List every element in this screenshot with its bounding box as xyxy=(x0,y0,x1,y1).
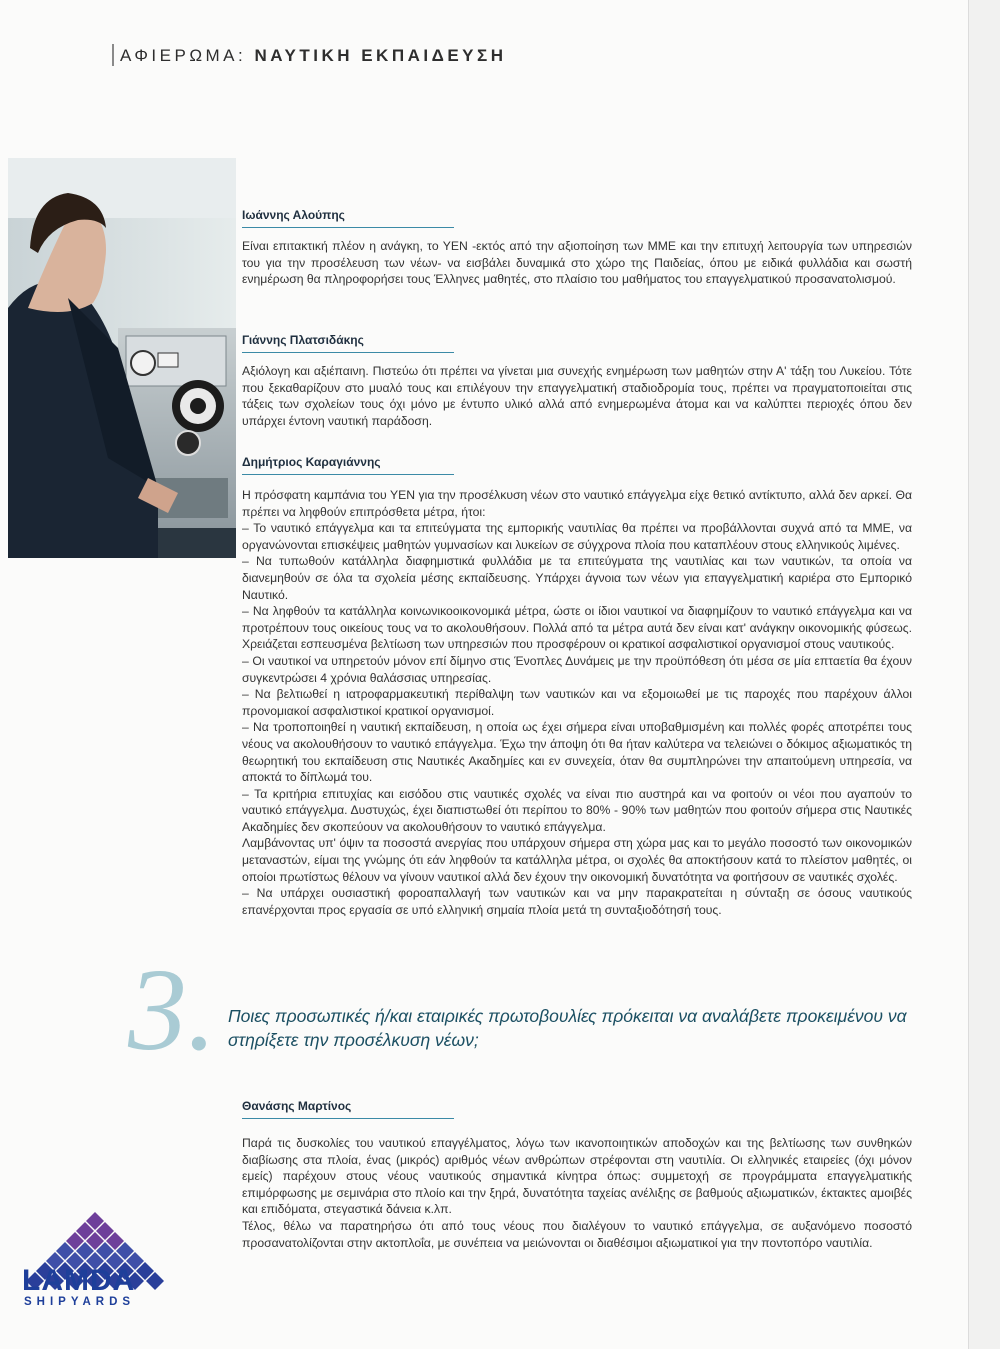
answer-platsidakis xyxy=(242,331,912,429)
answer-list-item: – Να βελτιωθεί η ιατροφαρμακευτική περίθαλψη των ναυτικών και να εξομοιωθεί με τις παροχές που παρέχουν άλλοι προνομιακοί ασφαλιστικοί κρατικοί οργανισμοί. xyxy=(242,687,912,718)
answer-paragraph: Αξιόλογη και αξιέπαινη. Πιστεύω ότι πρέπει να γίνεται μια συνεχής ενημέρωση των μαθητών στην Α' τάξη του Λυκείου. Τότε που ξεκαθαρίζουν στο μυαλό τους και επιλέγουν την επαγγελματική σταδιοδρομία τους, πρέπει να πραγματοποιείται στις τάξεις των σχολείων τους όχι μόνο με έντυπο υλικό αλλά από ενημερωμένα άτομα και να καλύπτει περιοχές όπου δεν υπάρχει έντονη ναυτική παράδοση. xyxy=(242,364,912,428)
respondent-name: Θανάσης Μαρτίνος xyxy=(242,1099,352,1113)
question-text: Ποιες προσωπικές ή/και εταιρικές πρωτοβουλίες πρόκειται να αναλάβετε προκειμένου να στηρίξετε την προσέλκυση νέων; xyxy=(228,1006,907,1050)
name-underline xyxy=(242,474,454,475)
answer-martinos xyxy=(242,1097,912,1251)
name-underline xyxy=(242,1118,454,1119)
name-underline xyxy=(242,352,454,353)
answer-aloupis xyxy=(242,206,912,288)
logo-name: LAMDA xyxy=(22,1264,136,1297)
answer-paragraph: Τέλος, θέλω να παρατηρήσω ότι από τους νέους που διαλέγουν το ναυτικό επάγγελμα, σε αυξανόμενο ποσοστό προσανατολίζονται στην ακτοπλοΐα, με συνέπεια να μειώνονται οι διαθέσιμοι αξιωματικοί για την ποντοπόρο ναυτιλία. xyxy=(242,1218,912,1250)
respondent-name: Γιάννης Πλατσιδάκης xyxy=(242,333,364,347)
answer-list-item: – Τα κριτήρια επιτυχίας και εισόδου στις ναυτικές σχολές να είναι πιο αυστηρά και να φοιτούν οι νέοι που αγαπούν το ναυτικό επάγγελμα. Δυστυχώς, έχει διαπιστωθεί ότι περίπου το 80% - 90% των μαθητών που φοιτούν σήμερα στις Ναυτικές Ακαδημίες δεν σκοπεύουν να ακολουθήσουν το ναυτικό επάγγελμα. xyxy=(242,786,912,834)
name-underline xyxy=(242,227,454,228)
answer-paragraph: Είναι επιτακτική πλέον η ανάγκη, το ΥΕΝ -εκτός από την αξιοποίηση των ΜΜΕ και την επιτυχή λειτουργία των υπηρεσιών του για την προσέλευση των νέων- να εισβάλει δυναμικά στο χώρο της Παιδείας, όπου με ειδικά φυλλάδια και σωστή ενημέρωση θα πληροφορήσει τους Έλληνες μαθητές, στο πλαίσιο του μαθήματος του επαγγελματικού προσανατολισμού. xyxy=(242,239,912,287)
answer-list-item: – Το ναυτικό επάγγελμα και τα επιτεύγματα της εμπορικής ναυτιλίας θα πρέπει να προβάλλονται συχνά από τα ΜΜΕ, να οργανώνονται επισκέψεις μαθητών γυμνασίων και λυκείων σε σύγχρονα πλοία που καταπλέουν στους ελληνικούς λιμένες. xyxy=(242,521,912,552)
respondent-name: Δημήτριος Καραγιάννης xyxy=(242,455,381,469)
respondent-name: Ιωάννης Αλούπης xyxy=(242,208,345,222)
answer-list-item: – Να ληφθούν τα κατάλληλα κοινωνικοοικονομικά μέτρα, ώστε οι ίδιοι ναυτικοί να διαφημίζουν το ναυτικό επάγγελμα και να προτρέπουν τους οικείους τους να το ακολουθήσουν. Πολλά από τα μέτρα αυτά δεν είναι κατ' ανάγκην οικονομικής φύσεως. Χρειάζεται εσπευσμένα βελτίωση των υπηρεσιών που προσφέρουν οι κρατικοί ασφαλιστικοί οργανισμοί στους ναυτικούς. xyxy=(242,604,912,652)
section-label: ΑΦΙΕΡΩΜΑ: xyxy=(120,46,247,65)
section-topic: ΝΑΥΤΙΚΗ ΕΚΠΑΙΔΕΥΣΗ xyxy=(254,46,507,65)
answer-list-item: – Να υπάρχει ουσιαστική φοροαπαλλαγή των ναυτικών και να μην παρακρατείται η σύνταξη σε όσους ναυτικούς επανέρχονται προς εργασία σε υπό ελληνική σημαία πλοία μετά τη συνταξιοδότησή τους. xyxy=(242,886,912,917)
answer-karagiannis xyxy=(242,453,912,918)
section-header xyxy=(120,46,507,66)
cadet-photo xyxy=(8,158,236,558)
page-edge xyxy=(968,0,1000,1349)
answer-paragraph: Η πρόσφατη καμπάνια του ΥΕΝ για την προσέλκυση νέων στο ναυτικό επάγγελμα είχε θετικό αντίκτυπο, αλλά δεν αρκεί. Θα πρέπει να ληφθούν επιπρόσθετα μέτρα, ήτοι: xyxy=(242,488,912,519)
answer-list-item: – Να τυπωθούν κατάλληλα διαφημιστικά φυλλάδια με τα επιτεύγματα της ναυτιλίας και των ναυτικών, τα οποία να διανεμηθούν σε όλα τα σχολεία μέσης εκπαίδευσης. Υπάρχει άγνοια των νέων για επαγγελματική καριέρα στο Εμπορικό Ναυτικό. xyxy=(242,554,912,602)
answer-list-item: – Οι ναυτικοί να υπηρετούν μόνον επί δίμηνο στις Ένοπλες Δυνάμεις με την προϋπόθεση ότι μέσα σε μία επταετία θα έχουν συγκεντρώσει 4 χρόνια θαλάσσιας υπηρεσίας. xyxy=(242,653,912,685)
answer-paragraph: Λαμβάνοντας υπ' όψιν τα ποσοστά ανεργίας που υπάρχουν σήμερα στη χώρα μας και το μεγάλο ποσοστό των οικονομικών μεταναστών, είμαι της γνώμης ότι εάν ληφθούν τα κατάλληλα μέτρα, οι σχολές θα αποκτήσουν κατά το πλείστον μαθητές, οι οποίοι πρωτίστως θέλουν να γίνουν ναυτικοί αλλά δεν έχουν την οικονομική δυνατότητα να φοιτήσουν σε ναυτικές σχολές. xyxy=(242,836,912,884)
question-number: 3. xyxy=(128,944,217,1075)
answer-paragraph: Παρά τις δυσκολίες του ναυτικού επαγγέλματος, λόγω των ικανοποιητικών αποδοχών και της βελτίωσης των συνθηκών διαβίωσης στα πλοία, ένας (μικρός) αριθμός νέων ανθρώπων στρέφονται στη ναυτιλία. Οι ελληνικές εταιρείες (όχι μόνον εμείς) παρέχουν στους νέους ναυτικούς σημαντικά κίνητρα όπως: συμμετοχή σε προγράμματα επαγγελματικής επιμόρφωσης με σεμινάρια στο πλοίο και την ξηρά, δυνατότητα ταχείας ανέλιξης σε βαθμούς αξιωματικών, έκτακτες αμοιβές και επιδόματα, στεγαστικά δάνεια κ.λπ. xyxy=(242,1136,912,1217)
logo-subtitle: SHIPYARDS xyxy=(24,1296,136,1308)
header-rule xyxy=(112,44,114,66)
answer-list-item: – Να τροποποιηθεί η ναυτική εκπαίδευση, η οποία ως έχει σήμερα είναι υποβαθμισμένη και πολλές φορές αποτρέπει τους νέους να ακολουθήσουν το ναυτικό επάγγελμα. Έχω την άποψη ότι θα ήταν καλύτερα να τελειώνει ο δόκιμος αξιωματικός τη θεωρητική του εκπαίδευση στις Ναυτικές Ακαδημίες και εν συνεχεία, όταν θα συμπληρώνει την απαιτούμενη υπηρεσία, να αποκτά το δίπλωμά του. xyxy=(242,720,912,785)
